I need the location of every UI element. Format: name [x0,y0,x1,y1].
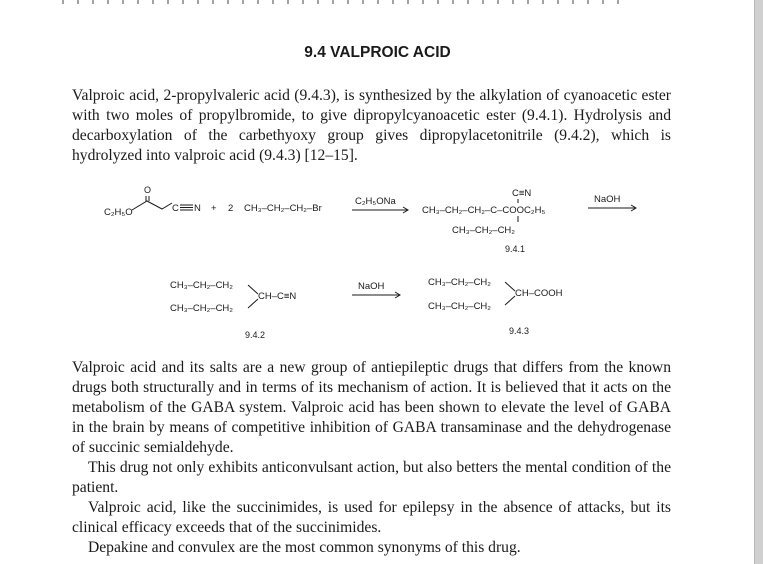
scheme-carbonyl-o: O [144,185,152,195]
scheme-product-3-bottom: CH₃–CH₂–CH₂ [428,301,491,312]
body-paragraph-3: Valproic acid, like the succinimides, is used for epilepsy in the absence of attacks, but its clinical efficacy exceeds that of the succinimides. [72,499,671,536]
scheme-product-3-core: CH–COOH [515,288,563,299]
scheme-product-2-bond-top [248,285,258,294]
scheme-product-2-label: 9.4.2 [245,330,266,340]
body-paragraph-1: Valproic acid and its salts are a new group of antiepileptic drugs that differs from the known drugs both structurally and in terms of its mechanism of action. It is believed that it acts on the metabolism of the GABA system. Valproic acid has been shown to elevate the level of GABA in the brain by means of competitive inhibition of GABA transaminase and the dehydrogenase of succinic semialdehyde. [72,359,671,456]
scheme-base-1: C₂H₅ONa [355,196,396,207]
scheme-nitrile-n: N [194,203,201,214]
body-paragraph-2: This drug not only exhibits anticonvulsant action, but also betters the mental condition of the patient. [72,459,671,496]
scheme-product-2-bottom: CH₃–CH₂–CH₂ [170,303,233,314]
scheme-product-3-top: CH₃–CH₂–CH₂ [428,277,491,288]
intro-paragraph: Valproic acid, 2-propylvaleric acid (9.4.3), is synthesized by the alkylation of cyanoacetic ester with two moles of propylbromide, to give dipropylcyanoacetic ester (9.4.1). Hydrolysis and decarboxylation of the carbethyoxy group gives dipropylacetonitrile (9.4.2), which is hydrolyzed into valproic acid (9.4.3) [12–15]. [72,87,671,164]
scheme-base-2: NaOH [594,194,621,205]
scheme-start-ester: C₂H₅O [104,207,133,218]
scheme-product-1-bottom: CH₃–CH₂–CH₂ [452,225,515,236]
scheme-product-1-top: CH₃–CH₂–CH₂–C–COOC₂H₅ [422,205,546,216]
scheme-product-3-bond-top [505,282,515,291]
scheme-product-2-core: CH–C≡N [258,291,297,302]
scheme-product-3-label: 9.4.3 [509,326,530,336]
scheme-ester-bonds [132,201,172,210]
scheme-plus: + [211,203,217,214]
scheme-product-1-cn: C≡N [512,188,532,199]
scheme-nitrile-c: C [172,203,179,214]
section-heading: 9.4 VALPROIC ACID [304,44,451,61]
scheme-reagent-coefficient: 2 [228,203,234,214]
scheme-product-3-bond-bottom [505,296,515,305]
scheme-product-2-top: CH₃–CH₂–CH₂ [170,280,233,291]
body-paragraph-4: Depakine and convulex are the most common synonyms of this drug. [88,539,521,556]
page-edge-scrollbar[interactable] [754,0,763,564]
scheme-base-3: NaOH [358,281,385,292]
scheme-product-2-bond-bottom [248,299,258,308]
scheme-product-1-label: 9.4.1 [505,244,526,254]
scheme-propylbromide: CH₃–CH₂–CH₂–Br [244,203,322,214]
